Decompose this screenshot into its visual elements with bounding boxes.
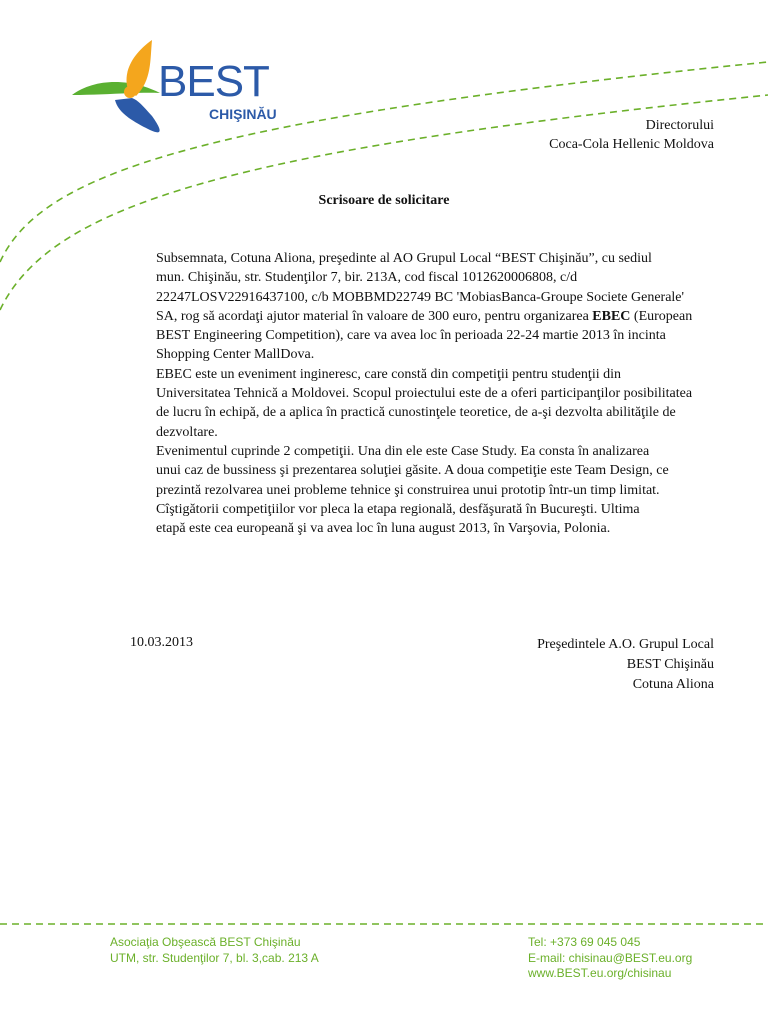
footer-address (110, 935, 319, 966)
recipient-line-1: Directorului (645, 118, 714, 133)
p3-line-3: prezintă rezolvarea unei probleme tehnice şi construirea unui prototip într-un timp limitat. (156, 482, 660, 498)
p1-line-4-start: SA, rog să acordaţi ajutor material în valoare de 300 euro, pentru organizarea (156, 308, 593, 324)
letter-body (110, 249, 716, 538)
best-logo-emblem (72, 40, 160, 132)
paragraph-2 (110, 365, 716, 442)
signature-line-1: Preşedintele A.O. Grupul Local (537, 637, 714, 652)
paragraph-3 (110, 442, 716, 500)
p1-line-4-end: (European (630, 308, 693, 324)
recipient-line-2: Coca-Cola Hellenic Moldova (549, 137, 714, 152)
recipient-block (549, 116, 714, 154)
p1-line-5: BEST Engineering Competition), care va avea loc în perioada 22-24 martie 2013 în incinta (156, 328, 666, 344)
paragraph-1 (110, 249, 716, 365)
footer-phone: Tel: +373 69 045 045 (528, 935, 641, 949)
p2-line-4: dezvoltare. (156, 424, 218, 440)
logo-city: CHIŞINĂU (209, 106, 277, 122)
footer-organization: Asociaţia Obşească BEST Chişinău (110, 935, 301, 949)
p2-line-1: EBEC este un eveniment ingineresc, care constă din competiţii pentru studenţii din (156, 366, 621, 382)
footer-street: UTM, str. Studenţilor 7, bl. 3,cab. 213 A (110, 950, 319, 965)
ebec-bold: EBEC (592, 308, 631, 324)
logo-orange-dot (124, 86, 136, 98)
signature-block (537, 635, 714, 695)
p1-line-6: Shopping Center MallDova. (156, 347, 315, 363)
p4-line-1: Cîştigătorii competiţiilor vor pleca la etapa regională, desfăşurată în Bucureşti. Ultima (156, 501, 640, 517)
logo-green-leaf (72, 82, 160, 95)
logo-wordmark: BEST (158, 57, 269, 106)
letter-date: 10.03.2013 (130, 635, 193, 650)
footer-website: www.BEST.eu.org/chisinau (528, 966, 672, 980)
letter-title: Scrisoare de solicitare (318, 193, 450, 208)
footer-contacts (528, 935, 692, 982)
logo-blue-wing (115, 98, 160, 132)
signature-line-2: BEST Chişinău (626, 657, 714, 672)
signature-line-3: Cotuna Aliona (632, 677, 714, 692)
p1-line-4 (110, 307, 716, 326)
p2-line-2: Universitatea Tehnică a Moldovei. Scopul proiectului este de a oferi participanţilor posibilitatea (156, 386, 693, 402)
p1-line-1: Subsemnata, Cotuna Aliona, preşedinte al AO Grupul Local “BEST Chişinău”, cu sediul (156, 251, 652, 266)
p1-line-2: mun. Chişinău, str. Studenţilor 7, bir. 213A, cod fiscal 1012620006808, c/d (156, 270, 578, 286)
p2-line-3: de lucru în echipă, de a aplica în practică cunostinţele teoretice, de a-şi dezvolta abilităţile de (156, 405, 676, 421)
p3-line-2: unui caz de bussiness şi prezentarea soluţiei găsite. A doua competiţie este Team Design, ce (156, 463, 669, 479)
paragraph-4 (110, 500, 716, 539)
footer-email: E-mail: chisinau@BEST.eu.org (528, 950, 693, 965)
p3-line-1: Evenimentul cuprinde 2 competiţii. Una din ele este Case Study. Ea consta în analizarea (156, 443, 650, 459)
p1-line-3: 22247LOSV22916437100, c/b MOBBMD22749 BC 'MobiasBanca-Groupe Societe Generale' (156, 289, 685, 305)
p4-line-2: etapă este cea europeană şi va avea loc în luna august 2013, în Varşovia, Polonia. (156, 521, 611, 537)
